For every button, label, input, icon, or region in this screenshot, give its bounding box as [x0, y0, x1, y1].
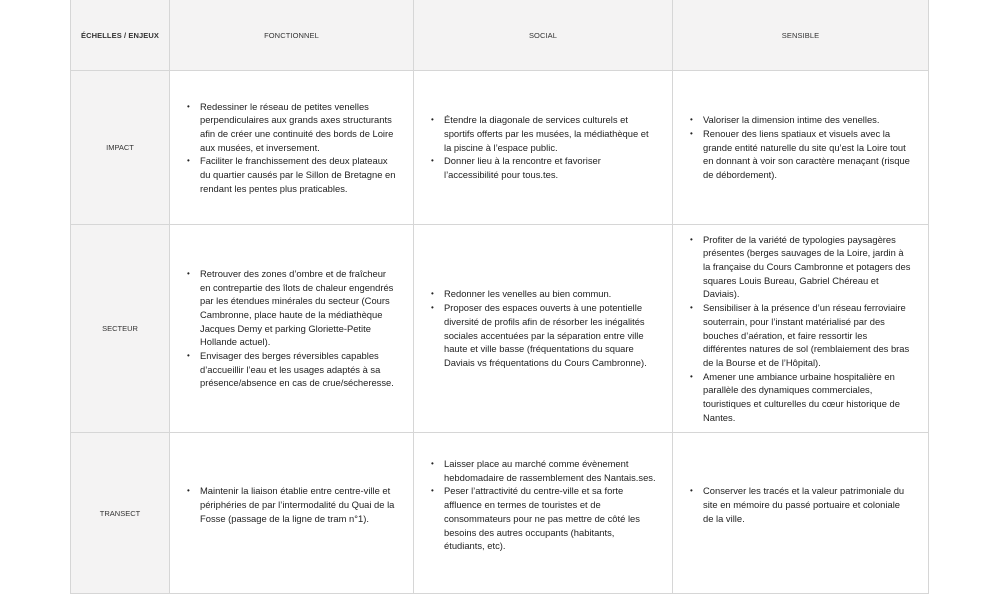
- bullet-list: [673, 233, 928, 425]
- bullet-item: • Donner lieu à la rencontre et favoriser l’accessibilité pour tous.tes.: [444, 154, 656, 181]
- bullet-item: • Retrouver des zones d’ombre et de fraîcheur en contrepartie des îlots de chaleur engendrés par les étendues minérales du secteur (Cours Cambronne, place haute de la médiathèque Jacques Demy et parking Gloriette-Petite Hollande actuel).: [200, 267, 397, 349]
- cell-fonctionnel: [170, 71, 414, 225]
- cell-social: [414, 71, 673, 225]
- issues-scales-table: [70, 0, 929, 594]
- row-header: TRANSECT: [71, 433, 170, 594]
- cell-content: [414, 287, 672, 369]
- cell-content: [673, 113, 928, 182]
- cell-content: [414, 113, 672, 182]
- cell-social: [414, 433, 673, 594]
- bullet-list: [414, 113, 672, 182]
- bullet-list: [414, 457, 672, 553]
- bullet-item: • Peser l’attractivité du centre-ville et sa forte affluence en termes de touristes et de consommateurs pour ne pas mettre de côté les besoins des autres occupants (habitants, étudiants, etc).: [444, 484, 656, 553]
- bullet-list: [170, 484, 413, 525]
- column-header-fonctionnel: FONCTIONNEL: [170, 0, 414, 71]
- cell-sensible: [673, 71, 929, 225]
- cell-content: [170, 267, 413, 390]
- bullet-item: • Sensibiliser à la présence d’un réseau ferroviaire souterrain, pour l’instant matérialisé par des bouches d’aération, et faire ressortir les différentes natures de sol (remblaiement des bras de la Bourse et de l’Hôpital).: [703, 301, 912, 370]
- bullet-item: • Laisser place au marché comme évènement hebdomadaire de rassemblement des Nantais.ses.: [444, 457, 656, 484]
- cell-content: [673, 233, 928, 425]
- bullet-item: • Profiter de la variété de typologies paysagères présentes (berges sauvages de la Loire, jardin à la française du Cours Cambronne et potagers des squares Louis Bureau, Gabriel Chéreau et Daviais).: [703, 233, 912, 302]
- bullet-item: • Étendre la diagonale de services culturels et sportifs offerts par les musées, la médiathèque et la piscine à l’espace public.: [444, 113, 656, 154]
- bullet-item: • Conserver les tracés et la valeur patrimoniale du site en mémoire du passé portuaire et coloniale de la ville.: [703, 484, 912, 525]
- cell-content: [170, 484, 413, 525]
- bullet-list: [673, 484, 928, 525]
- bullet-item: • Amener une ambiance urbaine hospitalière en parallèle des dynamiques commerciales, touristiques et culturelles du cœur historique de Nantes.: [703, 370, 912, 425]
- column-header-social: SOCIAL: [414, 0, 673, 71]
- bullet-item: • Renouer des liens spatiaux et visuels avec la grande entité naturelle du site qu’est la Loire tout en donnant à voir son caractère menaçant (risque de débordement).: [703, 127, 912, 182]
- row-header: SECTEUR: [71, 225, 170, 433]
- bullet-item: • Maintenir la liaison établie entre centre-ville et périphéries de par l’intermodalité du Quai de la Fosse (passage de la ligne de tram n°1).: [200, 484, 397, 525]
- corner-header: ÉCHELLES / ENJEUX: [71, 0, 170, 71]
- bullet-item: • Proposer des espaces ouverts à une potentielle diversité de profils afin de résorber les inégalités sociales accentuées par la séparation entre ville haute et ville basse (fréquentations du square Daviais vs fréquentations du Cours Cambronne).: [444, 301, 656, 370]
- bullet-list: [414, 287, 672, 369]
- bullet-list: [170, 267, 413, 390]
- table-row-impact: [71, 71, 929, 225]
- bullet-item: • Redonner les venelles au bien commun.: [444, 287, 656, 301]
- table-row-transect: [71, 433, 929, 594]
- bullet-item: • Envisager des berges réversibles capables d’accueillir l’eau et les usages adaptés à sa présence/absence en cas de crue/sécheresse.: [200, 349, 397, 390]
- table-row-secteur: [71, 225, 929, 433]
- bullet-list: [673, 113, 928, 182]
- column-header-sensible: SENSIBLE: [673, 0, 929, 71]
- cell-social: [414, 225, 673, 433]
- cell-content: [170, 100, 413, 196]
- cell-content: [414, 457, 672, 553]
- cell-sensible: [673, 433, 929, 594]
- row-header: IMPACT: [71, 71, 170, 225]
- cell-sensible: [673, 225, 929, 433]
- header-row: [71, 0, 929, 71]
- bullet-item: • Redessiner le réseau de petites venelles perpendiculaires aux grands axes structurants afin de créer une continuité des bords de Loire aux musées, et inversement.: [200, 100, 397, 155]
- cell-content: [673, 484, 928, 525]
- bullet-item: • Valoriser la dimension intime des venelles.: [703, 113, 912, 127]
- bullet-list: [170, 100, 413, 196]
- cell-fonctionnel: [170, 433, 414, 594]
- bullet-item: • Faciliter le franchissement des deux plateaux du quartier causés par le Sillon de Bretagne en rendant les pentes plus praticables.: [200, 154, 397, 195]
- cell-fonctionnel: [170, 225, 414, 433]
